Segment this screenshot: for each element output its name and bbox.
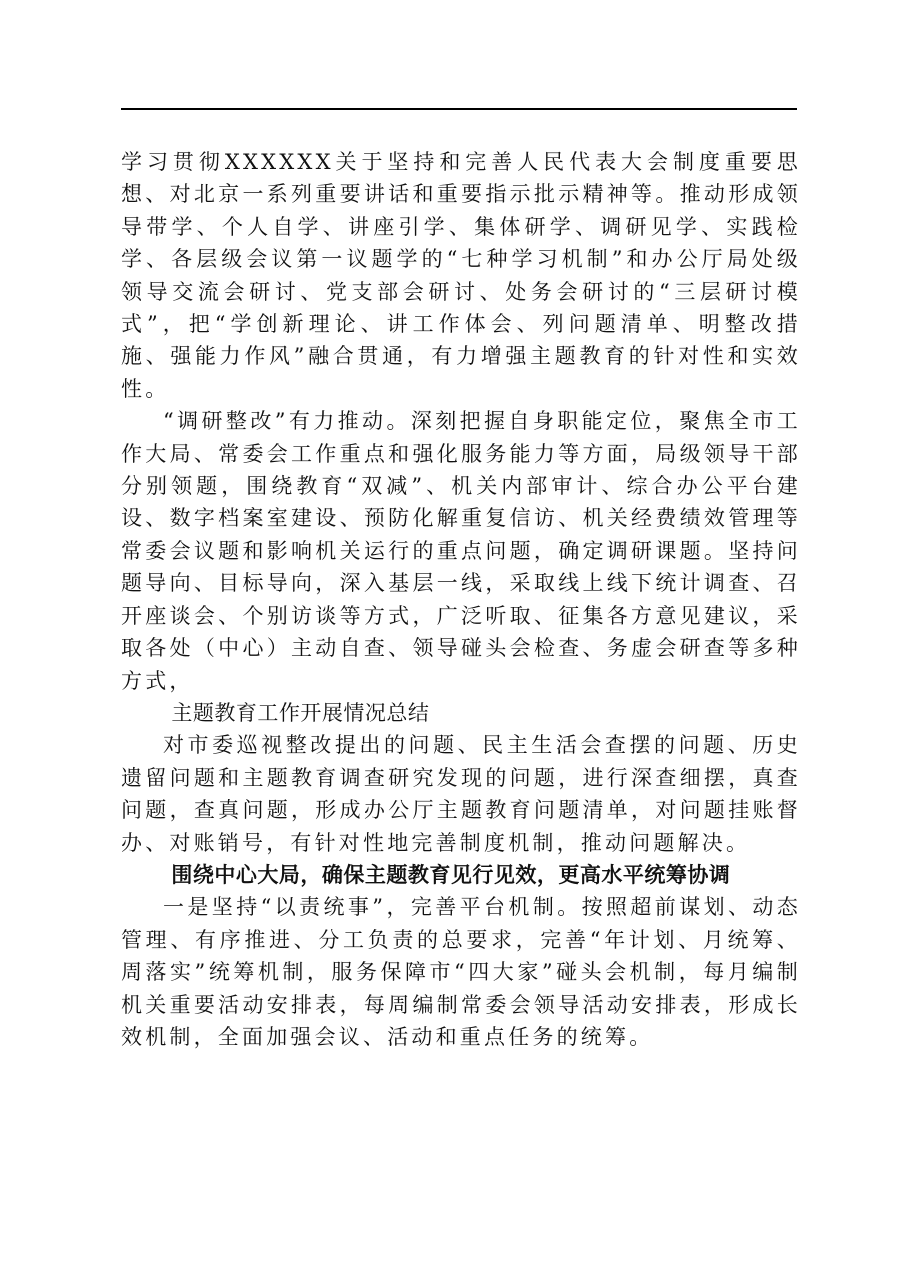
paragraph-platform-mechanism: 一是坚持“以责统事”，完善平台机制。按照超前谋划、动态管理、有序推进、分工负责的总要求，完善“年计划、月统筹、周落实”统筹机制，服务保障市“四大家”碰头会机制，每月编制机关重要活动安排表，每周编制常委会领导活动安排表，形成长效机制，全面加强会议、活动和重点任务的统筹。 (121, 895, 801, 1049)
section-title-summary: 主题教育工作开展情况总结 (171, 700, 430, 725)
document-body (121, 146, 801, 1053)
paragraph-problem-list: 对市委巡视整改提出的问题、民主生活会查摆的问题、历史遗留问题和主题教育调查研究发现的问题，进行深查细摆，真查问题，查真问题，形成办公厅主题教育问题清单，对问题挂账督办、对账销号，有针对性地完善制度机制，推动问题解决。 (121, 733, 801, 855)
header-rule (121, 108, 797, 110)
paragraph-research-rectification: “调研整改”有力推动。深刻把握自身职能定位，聚焦全市工作大局、常委会工作重点和强化服务能力等方面，局级领导干部分别领题，围绕教育“双减”、机关内部审计、综合办公平台建设、数字档案室建设、预防化解重复信访、机关经费绩效管理等常委会议题和影响机关运行的重点问题，确定调研课题。坚持问题导向、目标导向，深入基层一线，采取线上线下统计调查、召开座谈会、个别访谈等方式，广泛听取、征集各方意见建议，采取各处（中心）主动自查、领导碰头会检查、务虚会研查等多种方式， (121, 409, 801, 693)
paragraph-study-mechanisms: 学习贯彻XXXXXX关于坚持和完善人民代表大会制度重要思想、对北京一系列重要讲话和重要指示批示精神等。推动形成领导带学、个人自学、讲座引学、集体研学、调研见学、实践检学、各层级会议第一议题学的“七种学习机制”和办公厅局处级领导交流会研讨、党支部会研讨、处务会研讨的“三层研讨模式”，把“学创新理论、讲工作体会、列问题清单、明整改措施、强能力作风”融合贯通，有力增强主题教育的针对性和实效性。 (121, 150, 801, 401)
section-heading-coordination: 围绕中心大局，确保主题教育见行见效，更高水平统筹协调 (171, 862, 731, 887)
